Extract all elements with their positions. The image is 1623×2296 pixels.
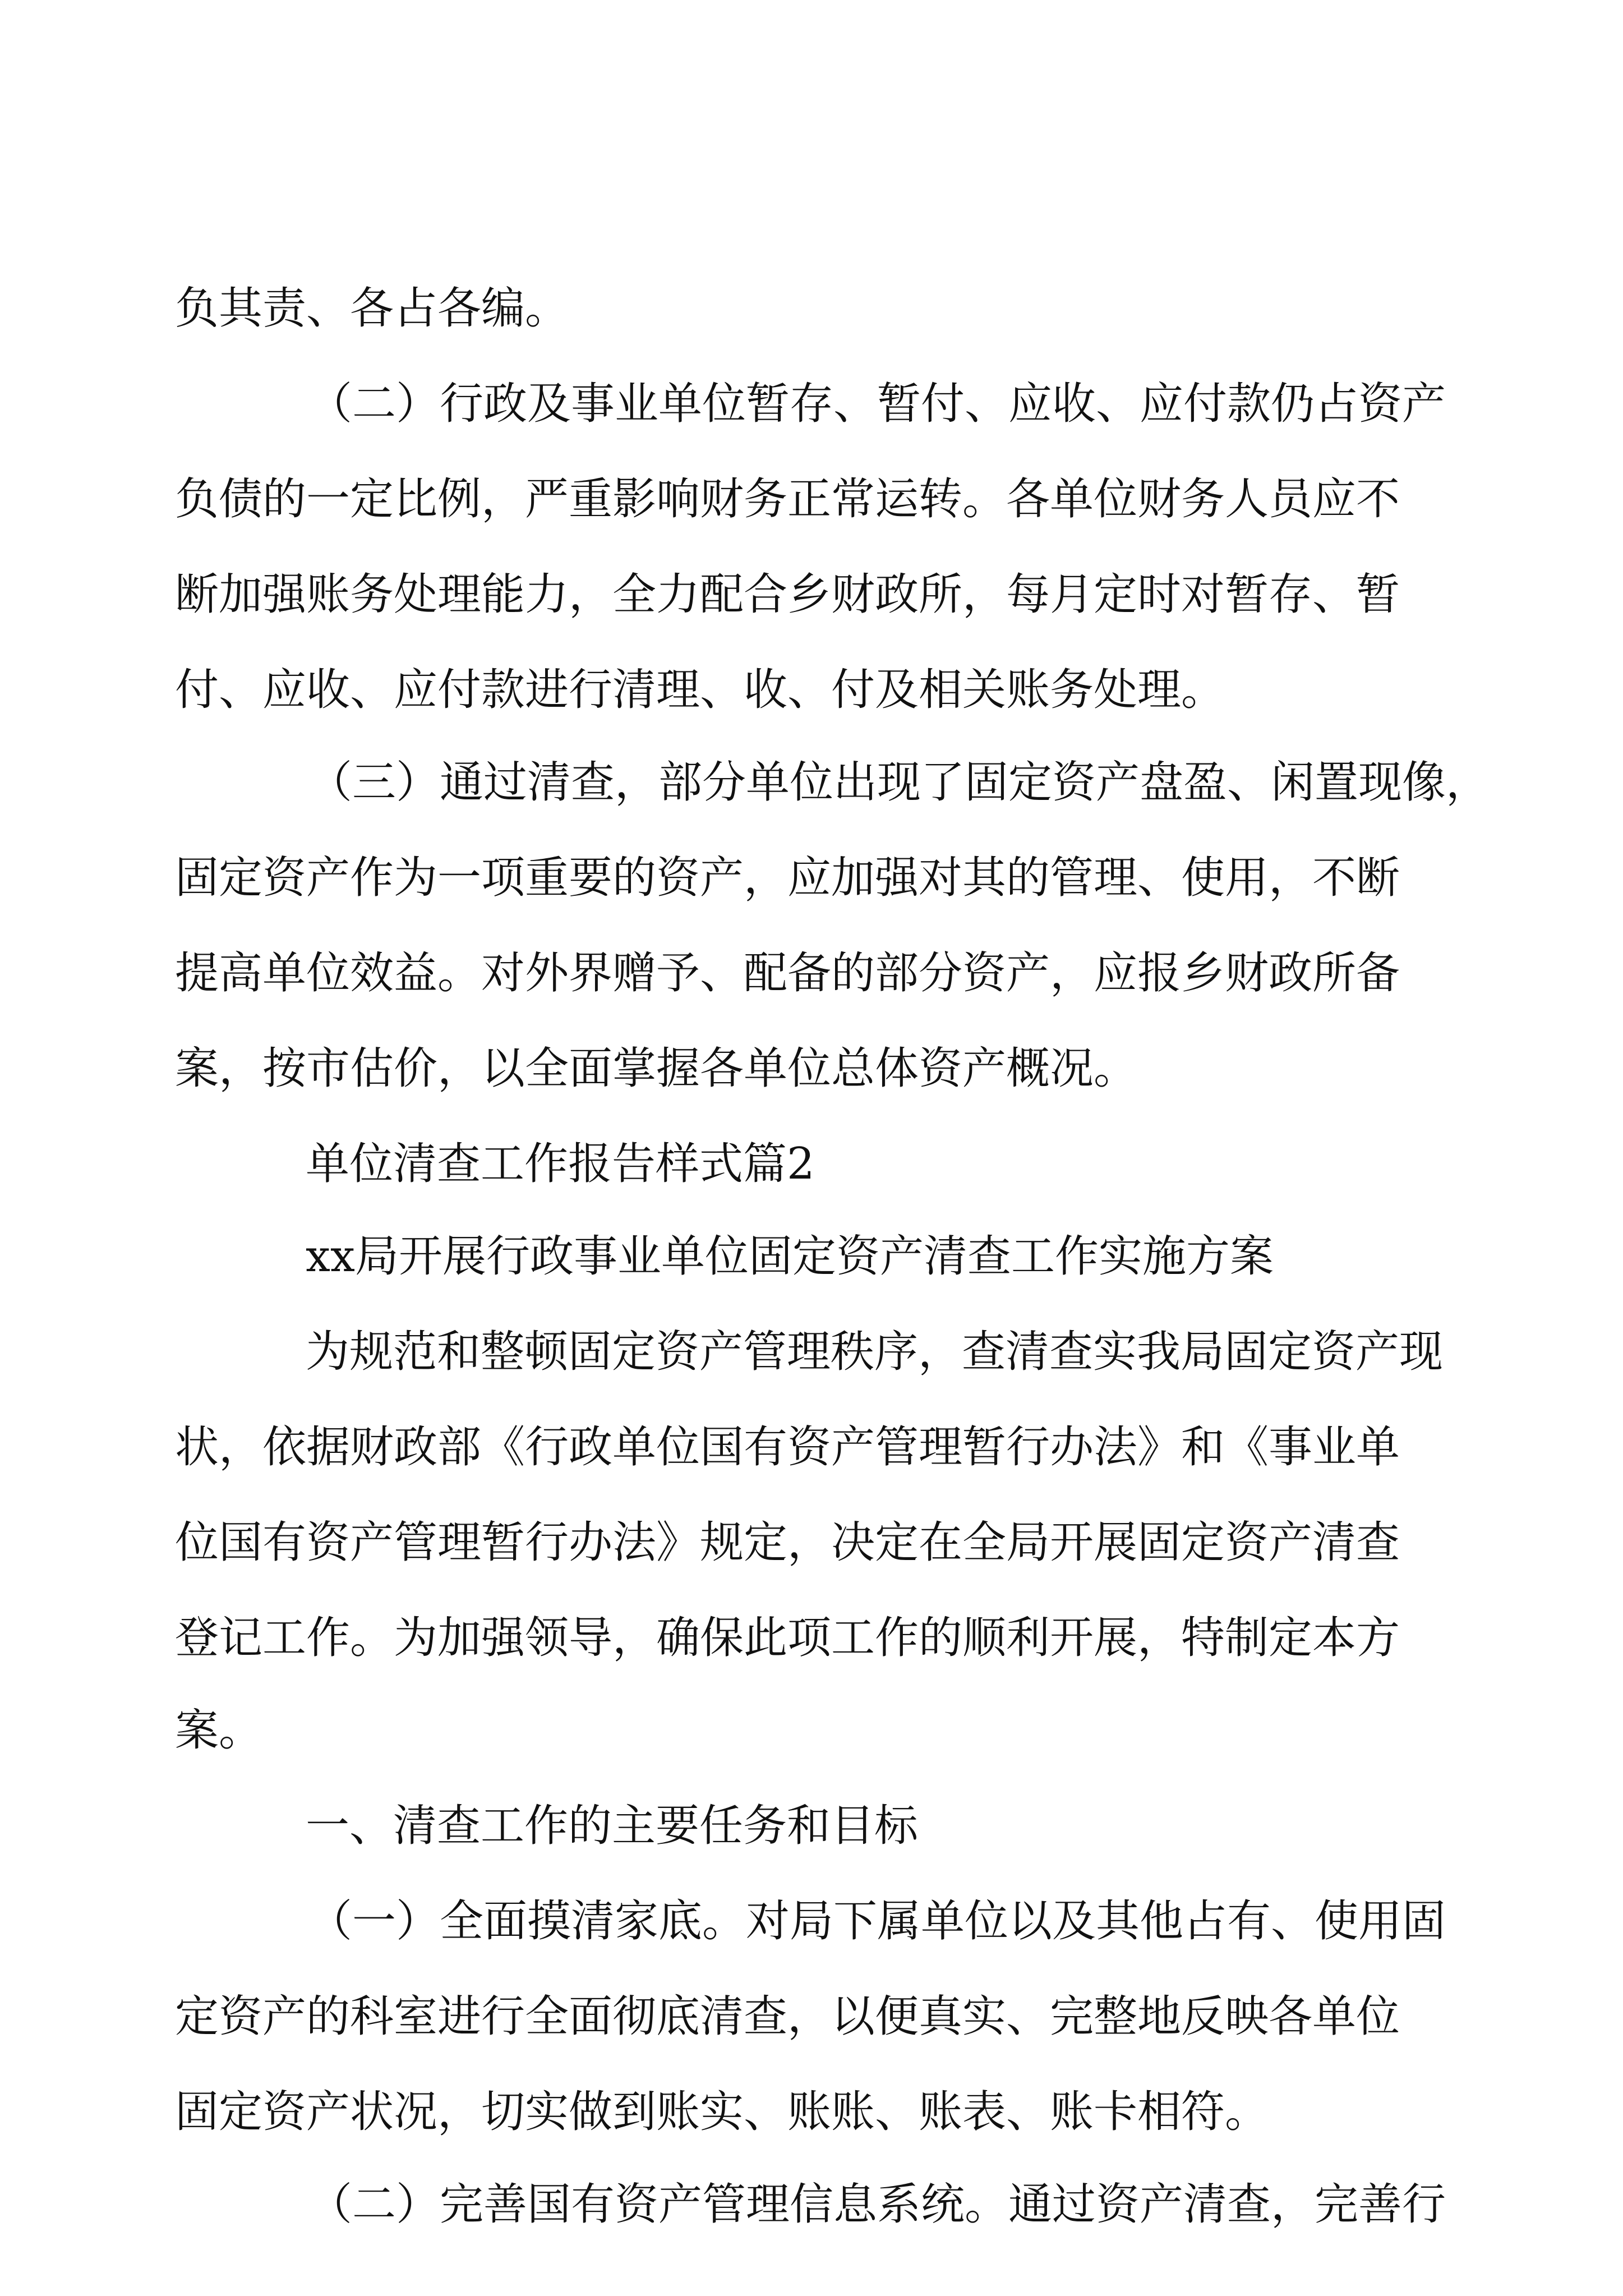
text-line-18: （一）全面摸清家底。对局下属单位以及其他占有、使用固 — [308, 1896, 1446, 1947]
text-line-1: 负其责、各占各编。 — [175, 283, 569, 334]
text-line-15: 登记工作。为加强领导，确保此项工作的顺利开展，特制定本方 — [175, 1613, 1400, 1663]
text-line-2: （二）行政及事业单位暂存、暂付、应收、应付款仍占资产 — [308, 379, 1446, 429]
section-heading: 单位清查工作报告样式篇2 — [306, 1139, 815, 1189]
text-line-7: 固定资产作为一项重要的资产，应加强对其的管理、使用，不断 — [175, 853, 1400, 903]
text-line-16: 案。 — [175, 1705, 263, 1756]
text-line-13: 状，依据财政部《行政单位国有资产管理暂行办法》和《事业单 — [175, 1422, 1400, 1473]
text-line-12: 为规范和整顿固定资产管理秩序，查清查实我局固定资产现 — [306, 1327, 1444, 1377]
text-line-9: 案，按市估价，以全面掌握各单位总体资产概况。 — [175, 1043, 1138, 1094]
text-line-5: 付、应收、应付款进行清理、收、付及相关账务处理。 — [175, 665, 1225, 715]
text-line-8: 提高单位效益。对外界赠予、配备的部分资产，应报乡财政所备 — [175, 948, 1400, 999]
text-line-14: 位国有资产管理暂行办法》规定，决定在全局开展固定资产清查 — [175, 1517, 1400, 1568]
text-line-19: 定资产的科室进行全面彻底清查，以便真实、完整地反映各单位 — [175, 1991, 1400, 2042]
text-line-20: 固定资产状况，切实做到账实、账账、账表、账卡相符。 — [175, 2087, 1269, 2137]
text-line-6: （三）通过清查，部分单位出现了固定资产盘盈、闲置现像， — [308, 757, 1490, 808]
subsection-heading: 一、清查工作的主要任务和目标 — [306, 1801, 919, 1851]
text-line-3: 负债的一定比例，严重影响财务正常运转。各单位财务人员应不 — [175, 474, 1400, 524]
document-title: xx局开展行政事业单位固定资产清查工作实施方案 — [306, 1231, 1274, 1282]
text-line-4: 断加强账务处理能力，全力配合乡财政所，每月定时对暂存、暂 — [175, 569, 1400, 620]
text-line-21: （二）完善国有资产管理信息系统。通过资产清查，完善行 — [308, 2179, 1446, 2230]
